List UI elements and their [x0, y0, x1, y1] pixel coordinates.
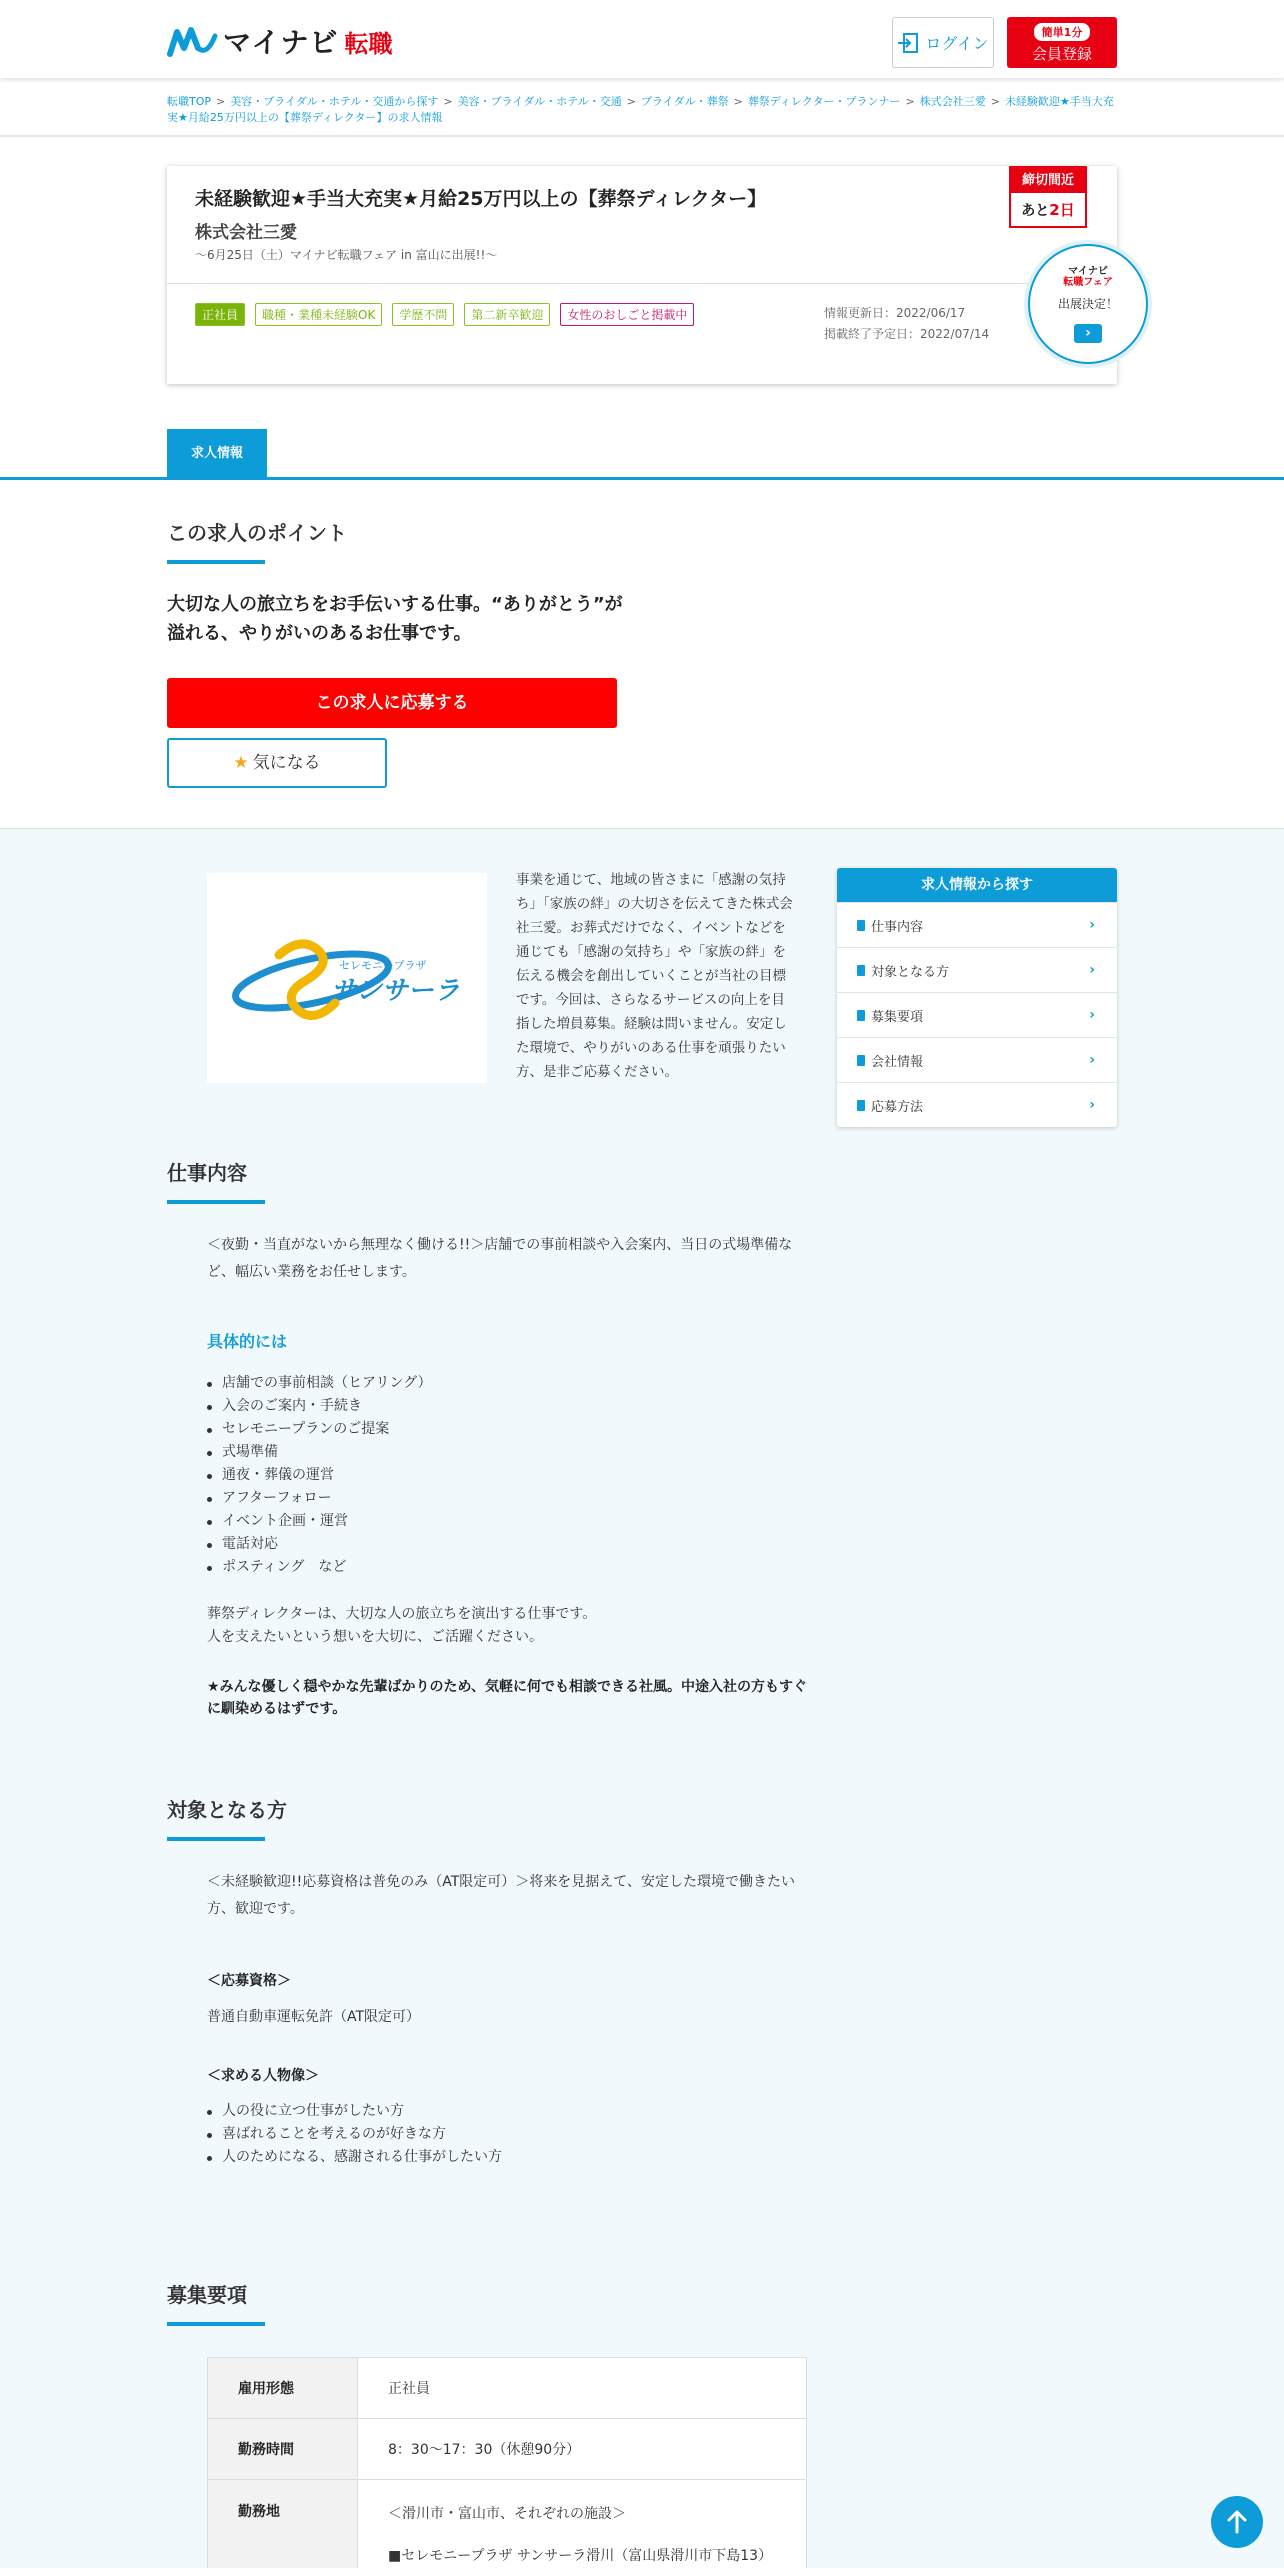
row-value	[358, 2480, 807, 2568]
tag-women: 女性のおしごと掲載中	[560, 303, 694, 326]
work-lead: ＜夜勤・当直がないから無理なく働ける!!＞店舗での事前相談や入会案内、当日の式場準備など、幅広い業務をお任せします。	[207, 1237, 793, 1280]
logo-text: マイナビ	[223, 26, 339, 59]
document-icon	[857, 1055, 865, 1066]
work-paragraph-line: 人を支えたいという想いを大切に、ご活躍ください。	[207, 1629, 543, 1645]
company-description: 事業を通じて、地域の皆さまに「感謝の気持ち」「家族の絆」の大切さを伝えてきた株式会社三愛。お葬式だけでなく、イベントなどを通じても「感謝の気持ち」や「家族の絆」を伝える機会を創出していくことが当社の目標です。今回は、さらなるサービスの向上を目指した増員募集。経験は問いません。安定した環境で、やりがいのある仕事を頑張りたい方、是非ご応募ください。	[516, 872, 793, 1080]
heading-underline	[167, 2322, 265, 2326]
target-heading: 対象となる方	[167, 1798, 287, 1822]
heading-underline	[167, 1837, 265, 1841]
qualification-heading: ＜応募資格＞	[207, 1973, 291, 1989]
chevron-right-icon: ›	[1089, 1052, 1095, 1068]
tag-second-new-grad: 第二新卒歓迎	[464, 303, 550, 326]
mynavi-logo[interactable]	[167, 22, 392, 60]
job-title: 未経験歓迎★手当大充実★月給25万円以上の【葬祭ディレクター】	[195, 188, 767, 210]
heading-underline	[167, 560, 265, 564]
document-icon	[857, 920, 865, 931]
breadcrumb-item[interactable]: 転職TOP	[167, 95, 212, 108]
list-item: イベント企画・運営	[207, 1510, 807, 1533]
tab-job-info[interactable]: 求人情報	[167, 429, 267, 478]
scroll-to-top-button[interactable]	[1211, 2496, 1263, 2548]
tag-education-any: 学歴不問	[392, 303, 454, 326]
register-label: 会員登録	[1031, 45, 1092, 63]
sidebar-item-target[interactable]	[837, 947, 1117, 992]
deadline-badge	[1009, 166, 1087, 228]
list-item: ポスティング など	[207, 1556, 807, 1579]
persona-list	[207, 2100, 807, 2169]
arrow-up-icon	[1211, 2496, 1263, 2548]
updated-date: 情報更新日：2022/06/17	[824, 306, 966, 320]
list-item: アフターフォロー	[207, 1487, 807, 1510]
chevron-right-icon: ›	[1089, 962, 1095, 978]
login-button[interactable]	[892, 17, 994, 68]
chevron-right-icon: ›	[1089, 917, 1095, 933]
document-icon	[857, 1100, 865, 1111]
company-name[interactable]: 株式会社三愛	[195, 223, 297, 243]
fair-badge-brand: マイナビ	[1068, 266, 1108, 277]
register-pill: 簡単1分	[1034, 23, 1091, 41]
register-button[interactable]	[1007, 17, 1117, 68]
tag-inexperienced-ok: 職種・業種未経験OK	[255, 303, 382, 326]
row-value: 正社員	[358, 2358, 807, 2419]
work-highlight: ★みんな優しく穏やかな先輩ばかりのため、気軽に何でも相談できる社風。中途入社の方もすぐに馴染めるはずです。	[207, 1679, 807, 1717]
document-icon	[857, 1010, 865, 1021]
sansara-logo	[207, 873, 487, 1083]
logo-big-text: サンサーラ	[331, 976, 460, 1006]
job-summary-card	[167, 166, 1117, 384]
breadcrumb	[167, 94, 1117, 126]
work-paragraph-line: 葬祭ディレクターは、大切な人の旅立ちを演出する仕事です。	[207, 1606, 597, 1622]
breadcrumb-separator: >	[733, 95, 743, 108]
mynavi-logo-icon	[167, 24, 219, 58]
table-row	[208, 2419, 807, 2480]
breadcrumb-separator: >	[443, 95, 453, 108]
breadcrumb-item[interactable]: 葬祭ディレクター・プランナー	[747, 95, 901, 108]
sidebar-item-requirements[interactable]	[837, 992, 1117, 1037]
list-item: 人の役に立つ仕事がしたい方	[207, 2100, 807, 2123]
deadline-remaining	[1011, 193, 1085, 226]
location-heading: ＜滑川市・富山市、それぞれの施設＞	[388, 2506, 626, 2522]
sidebar-nav	[837, 868, 1117, 1127]
heading-underline	[167, 1200, 265, 1204]
chevron-right-icon: ›	[1089, 1007, 1095, 1023]
requirements-table	[207, 2357, 807, 2568]
sidebar-item-label: 応募方法	[871, 1099, 924, 1115]
deadline-prefix: あと	[1021, 203, 1050, 219]
chevron-right-icon: ›	[1089, 1097, 1095, 1113]
breadcrumb-item[interactable]: 美容・ブライダル・ホテル・交通	[457, 95, 622, 108]
tag-employment: 正社員	[195, 303, 245, 326]
sidebar-item-apply[interactable]	[837, 1082, 1117, 1127]
sidebar-item-label: 会社情報	[871, 1054, 924, 1070]
breadcrumb-item[interactable]: 美容・ブライダル・ホテル・交通から探す	[230, 95, 439, 108]
breadcrumb-divider	[0, 135, 1284, 137]
chevron-right-icon[interactable]: ›	[1074, 324, 1102, 343]
work-heading: 仕事内容	[167, 1161, 247, 1185]
list-item: 喜ばれることを考えるのが好きな方	[207, 2123, 807, 2146]
breadcrumb-item[interactable]: ブライダル・葬祭	[640, 95, 729, 108]
work-paragraph	[207, 1603, 807, 1649]
favorite-button[interactable]	[167, 738, 387, 788]
login-icon	[897, 32, 919, 54]
breadcrumb-separator: >	[905, 95, 915, 108]
login-label: ログイン	[925, 34, 989, 53]
requirements-heading: 募集要項	[167, 2283, 247, 2307]
sidebar-item-label: 仕事内容	[871, 919, 924, 935]
qualification-text: 普通自動車運転免許（AT限定可）	[207, 2009, 421, 2025]
fair-badge-title: 転職フェア	[1063, 277, 1113, 288]
fair-note: ～6月25日（土）マイナビ転職フェア in 富山に出展!!～	[195, 248, 498, 262]
breadcrumb-separator: >	[626, 95, 636, 108]
location-detail: ■セレモニープラザ サンサーラ滑川（富山県滑川市下島13）	[388, 2548, 773, 2564]
company-logo-image	[207, 873, 487, 1083]
row-label: 雇用形態	[208, 2358, 358, 2419]
persona-heading: ＜求める人物像＞	[207, 2068, 319, 2084]
table-row	[208, 2480, 807, 2568]
logo-sub-text: 転職	[344, 29, 393, 58]
list-item: 電話対応	[207, 1533, 807, 1556]
work-subheading: 具体的には	[207, 1332, 288, 1351]
row-label: 勤務地	[208, 2480, 358, 2568]
star-icon: ★	[233, 753, 249, 773]
work-task-list	[207, 1372, 807, 1579]
list-item: 入会のご案内・手続き	[207, 1395, 807, 1418]
deadline-days: 2日	[1049, 201, 1075, 219]
row-label: 勤務時間	[208, 2419, 358, 2480]
list-item: 式場準備	[207, 1441, 807, 1464]
sidebar-item-company[interactable]	[837, 1037, 1117, 1082]
deadline-label: 締切間近	[1011, 166, 1085, 193]
breadcrumb-separator: >	[216, 95, 226, 108]
points-text: 大切な人の旅立ちをお手伝いする仕事。“ありがとう”が溢れる、やりがいのあるお仕事です。	[167, 594, 623, 644]
breadcrumb-current[interactable]: 未経験歓迎★手当大充実★月給25万円以上の【葬祭ディレクター】の求人情報	[167, 95, 1114, 124]
breadcrumb-item[interactable]: 株式会社三愛	[919, 95, 986, 108]
table-row	[208, 2358, 807, 2419]
end-date: 掲載終了予定日：2022/07/14	[824, 327, 990, 341]
breadcrumb-separator: >	[990, 95, 1000, 108]
job-tags	[195, 303, 694, 326]
tab-underline	[0, 477, 1284, 480]
apply-button[interactable]: この求人に応募する	[167, 678, 617, 728]
logo-small-text: セレモニープラザ	[339, 959, 427, 972]
card-divider	[167, 283, 1117, 284]
list-item: 通夜・葬儀の運営	[207, 1464, 807, 1487]
list-item: セレモニープランのご提案	[207, 1418, 807, 1441]
sidebar-item-label: 対象となる方	[871, 964, 950, 980]
sidebar-title: 求人情報から探す	[837, 868, 1117, 902]
sidebar-item-work[interactable]	[837, 902, 1117, 947]
site-header	[0, 0, 1284, 78]
fair-badge-text: 出展決定！	[1057, 297, 1118, 311]
document-icon	[857, 965, 865, 976]
list-item: 店舗での事前相談（ヒアリング）	[207, 1372, 807, 1395]
fair-badge[interactable]	[1028, 244, 1148, 364]
favorite-label: 気になる	[252, 753, 321, 773]
sidebar-item-label: 募集要項	[871, 1009, 924, 1025]
target-lead: ＜未経験歓迎!!応募資格は普免のみ（AT限定可）＞将来を見据えて、安定した環境で働きたい方、歓迎です。	[207, 1874, 795, 1917]
list-item: 人のためになる、感謝される仕事がしたい方	[207, 2146, 807, 2169]
points-heading: この求人のポイント	[167, 521, 347, 545]
job-dates	[824, 303, 989, 345]
row-value: 8：30～17：30（休憩90分）	[358, 2419, 807, 2480]
